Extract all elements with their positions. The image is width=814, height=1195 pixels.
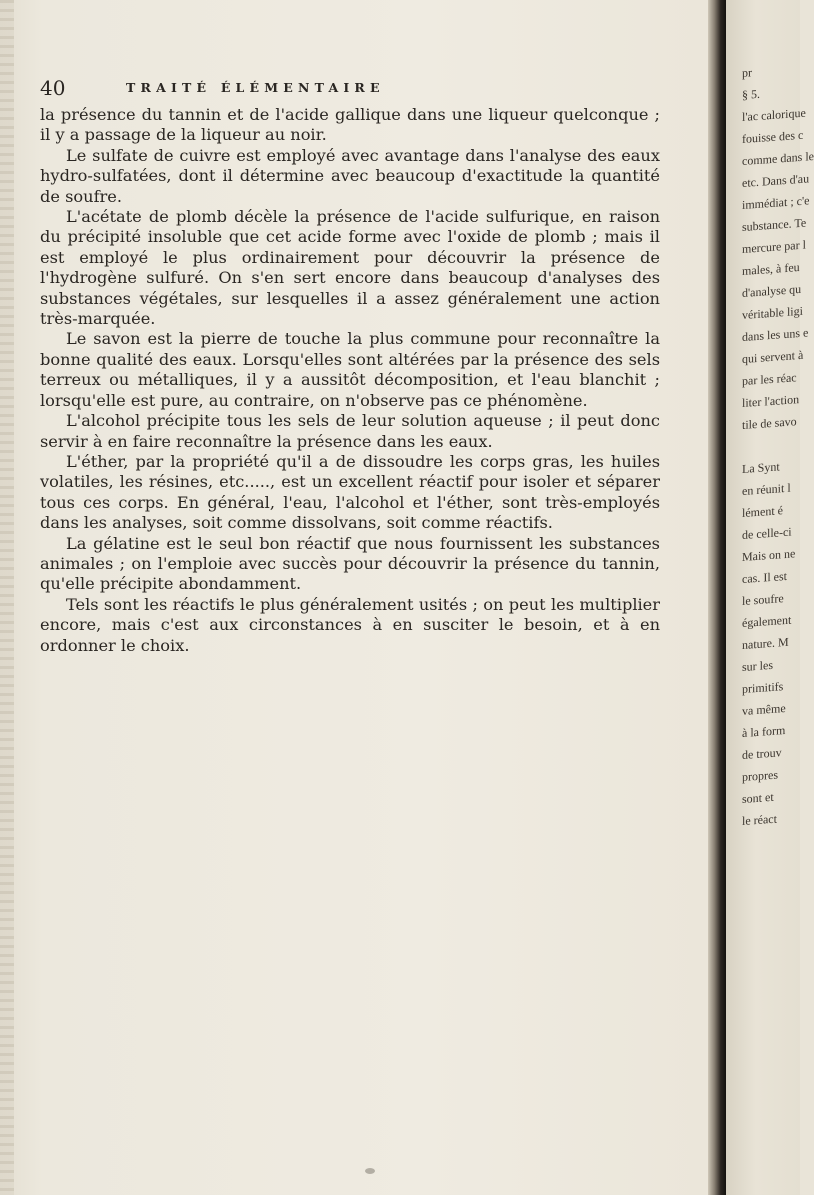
facing-line: de trouv [742,745,782,763]
facing-line: l'ac calorique [742,105,806,125]
facing-line: fouisse des c [742,127,804,147]
paragraph: Tels sont les réactifs le plus généralement usités ; on peut les multiplier encore, mais c'est aux circonstances à en susciter le besoin, et à en ordonner le choix. [40,594,660,655]
facing-line: véritable ligi [742,303,803,323]
facing-line: etc. Dans d'au [742,171,810,191]
facing-line: liter l'action [742,392,800,411]
book-gutter [708,0,726,1195]
paragraph: L'éther, par la propriété qu'il a de dissoudre les corps gras, les huiles volatiles, les résines, etc....., est un excellent réactif pour isoler et séparer tous ces corps. En général, l'eau, l'alcohol et l'éther, sont très-employés dans les analyses, soit comme dissolvans, soit comme réactifs. [40,451,660,533]
facing-line: immédiat ; c'e [742,193,810,213]
binding-edge [0,0,14,1195]
paragraph: Le sulfate de cuivre est employé avec avantage dans l'analyse des eaux hydro-sulfatées, dont il détermine avec beaucoup d'exactitude la quantité de soufre. [40,145,660,206]
facing-line: comme dans le [742,148,814,169]
page-number: 40 [40,76,66,100]
facing-line: pr [742,65,752,81]
facing-line: cas. Il est [742,568,787,587]
paragraph: Le savon est la pierre de touche la plus commune pour reconnaître la bonne qualité des eaux. Lorsqu'elles sont altérées par la présence des sels terreux ou métalliques, il y a aussitôt décomposition, et l'eau blanchit ; lorsqu'elle est pure, au contraire, on n'observe pas ce phénomène. [40,329,660,410]
facing-line: males, à feu [742,259,800,279]
facing-line: lément é [742,503,783,521]
facing-line: § 5. [742,86,760,103]
paragraph: La gélatine est le seul bon réactif que nous fournissent les substances animales ; on l'emploie avec succès pour découvrir la présence du tannin, qu'elle précipite abondamment. [40,533,660,594]
facing-page-text [742,58,814,832]
paragraph: la présence du tannin et de l'acide gallique dans une liqueur quelconque ; il y a passage de la liqueur au noir. [40,105,660,145]
facing-line: le réact [742,811,777,829]
paragraph: L'acétate de plomb décèle la présence de l'acide sulfurique, en raison du précipité insoluble que cet acide forme avec l'oxide de plomb ; mais il est employé le plus ordinairement pour découvrir la présence de l'hydrogène sulfuré. On s'en sert encore dans beaucoup d'analyses des substances végétales, sur lesquelles il a assez généralement une action très-marquée. [40,207,660,329]
facing-line: sont et [742,789,774,807]
facing-line: primitifs [742,679,784,697]
facing-line: qui servent à [742,347,804,367]
facing-line: sur les [742,657,773,675]
facing-line: propres [742,767,778,785]
facing-line: mercure par l [742,237,806,257]
facing-line: substance. Te [742,215,807,235]
facing-line: tile de savo [742,414,797,433]
facing-line: de celle-ci [742,524,792,543]
facing-line: par les réac [742,370,797,389]
header-title: TRAITÉ ÉLÉMENTAIRE [126,80,385,95]
running-head [40,76,640,100]
facing-line: nature. M [742,634,789,653]
facing-line: Mais on ne [742,546,796,565]
facing-line: La Synt [742,459,780,477]
facing-line: dans les uns e [742,325,809,345]
paragraph: L'alcohol précipite tous les sels de leur solution aqueuse ; il peut donc servir à en faire reconnaître la présence dans les eaux. [40,411,660,451]
facing-line: en réunit l [742,480,791,499]
body-text [40,105,660,656]
ink-spot [365,1168,375,1174]
facing-line: d'analyse qu [742,281,802,301]
facing-line: le soufre [742,591,784,609]
facing-line: également [742,612,792,631]
facing-line: va même [742,700,786,719]
facing-line: à la form [742,722,786,741]
